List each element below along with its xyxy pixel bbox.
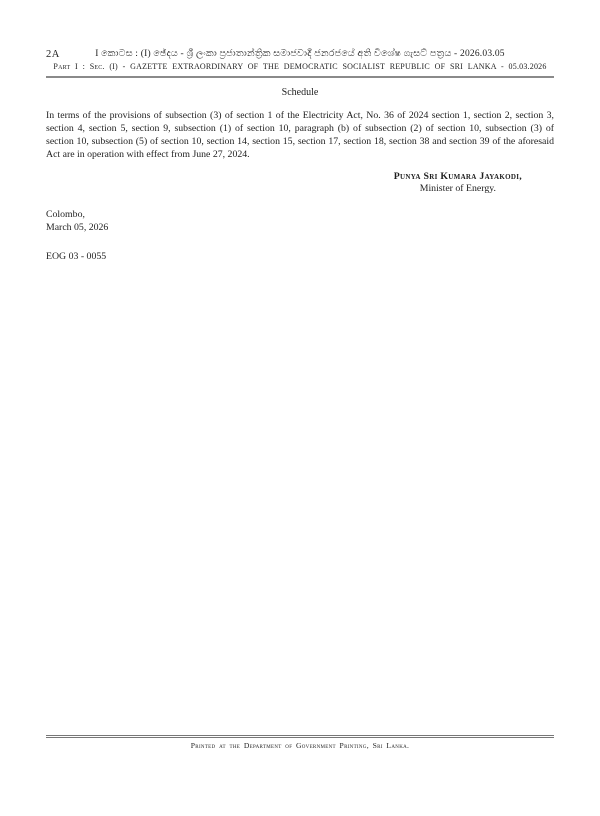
gazette-title-sinhala: I කොටස : (I) ඡේදය - ශ්‍රී ලංකා ප්‍රජාතාන්ත්‍රික සමාජවාදී ජනරජයේ අති විශේෂ ගැසට් පත්‍රය - 2026.03.05 <box>95 49 505 59</box>
reference-number: EOG 03 - 0055 <box>46 251 107 263</box>
signature-row <box>46 171 554 197</box>
gazette-title-english: Part I : Sec. (I) - GAZETTE EXTRAORDINARY OF THE DEMOCRATIC SOCIALIST REPUBLIC OF SRI LANKA - 05.03.2026 <box>53 62 547 71</box>
page-header <box>46 48 554 72</box>
place-line: Colombo, <box>46 209 85 221</box>
schedule-heading: Schedule <box>281 87 319 98</box>
page-number: 2A <box>46 49 60 60</box>
signature-name: Punya Sri Kumara Jayakodi, <box>393 170 522 182</box>
header-rule <box>46 76 554 78</box>
page-content <box>46 48 554 263</box>
body-paragraph: In terms of the provisions of subsection (3) of section 1 of the Electricity Act, No. 36 of 2024 section 1, section 2, section 3, section 4, section 5, section 9, subsection (1) of section 10, paragraph (b) of subsection (2) of section 10, subsection (3) of section 10, subsection (5) of section 10, section 14, section 15, section 17, section 18, section 38 and section 39 of the aforesaid Act are in operation with effect from June 27, 2024. <box>46 110 554 160</box>
signature-block <box>394 171 522 196</box>
signature-title: Minister of Energy. <box>419 183 496 195</box>
footer-imprint: Printed at the Department of Government Printing, Sri Lanka. <box>190 741 410 750</box>
page-footer <box>46 735 554 751</box>
footer-rule <box>46 735 554 738</box>
date-line: March 05, 2026 <box>46 222 109 234</box>
